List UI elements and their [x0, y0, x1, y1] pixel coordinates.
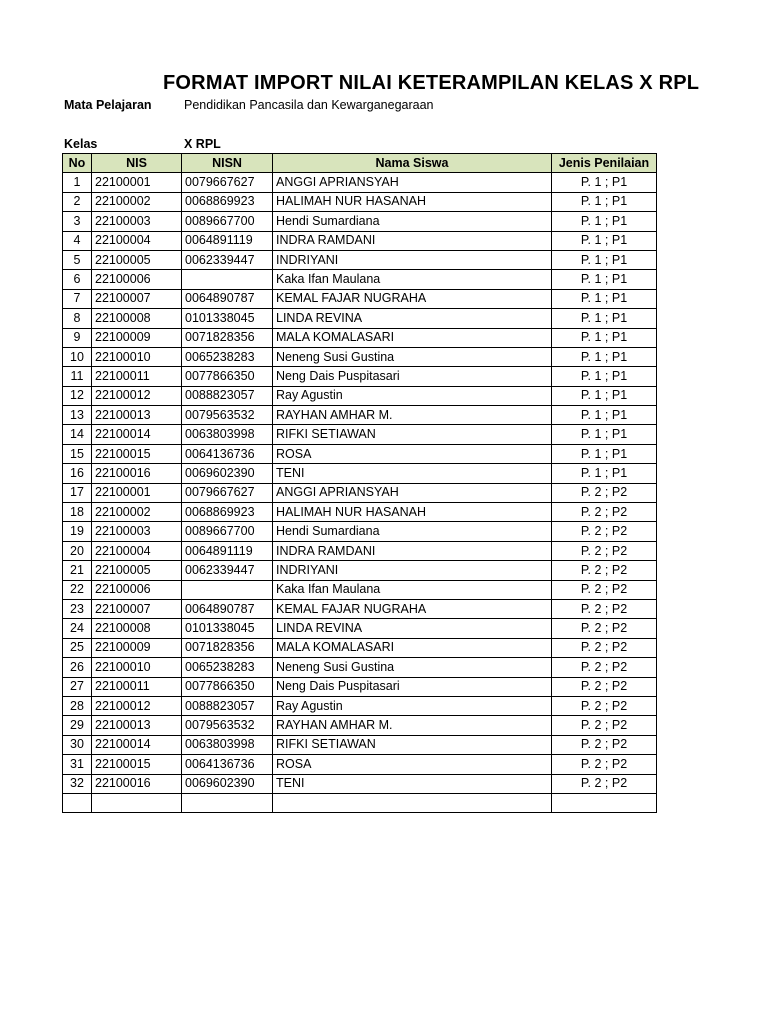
cell-jenis-penilaian[interactable]: P. 1 ; P1	[552, 270, 657, 289]
cell-jenis-penilaian[interactable]: P. 2 ; P2	[552, 619, 657, 638]
table-row	[63, 231, 657, 250]
cell-jenis-penilaian[interactable]: P. 2 ; P2	[552, 774, 657, 793]
cell-nisn[interactable]: 0068869923	[182, 192, 273, 211]
cell-nis[interactable]: 22100005	[92, 561, 182, 580]
cell-nis[interactable]: 22100011	[92, 677, 182, 696]
cell-jenis-penilaian[interactable]: P. 2 ; P2	[552, 503, 657, 522]
cell-nis[interactable]: 22100014	[92, 735, 182, 754]
cell-nis[interactable]: 22100001	[92, 483, 182, 502]
cell-no[interactable]: 26	[63, 658, 92, 677]
cell-nisn[interactable]: 0089667700	[182, 522, 273, 541]
student-table	[62, 153, 657, 813]
cell-nisn[interactable]: 0064890787	[182, 599, 273, 618]
cell-no[interactable]: 18	[63, 503, 92, 522]
table-row	[63, 406, 657, 425]
cell-nis[interactable]: 22100013	[92, 406, 182, 425]
cell-jenis-penilaian[interactable]: P. 1 ; P1	[552, 231, 657, 250]
cell-nis[interactable]: 22100002	[92, 503, 182, 522]
cell-nama-siswa[interactable]: INDRA RAMDANI	[273, 541, 552, 560]
table-row	[63, 425, 657, 444]
cell-jenis-penilaian[interactable]: P. 1 ; P1	[552, 386, 657, 405]
cell-nisn[interactable]: 0069602390	[182, 464, 273, 483]
table-row	[63, 464, 657, 483]
cell-nama-siswa[interactable]: INDRIYANI	[273, 250, 552, 269]
cell-nisn[interactable]: 0077866350	[182, 677, 273, 696]
cell-nama-siswa[interactable]: MALA KOMALASARI	[273, 328, 552, 347]
cell-jenis-penilaian[interactable]: P. 1 ; P1	[552, 212, 657, 231]
table-row	[63, 561, 657, 580]
cell-no[interactable]: 21	[63, 561, 92, 580]
cell-no[interactable]: 29	[63, 716, 92, 735]
cell-nisn[interactable]: 0101338045	[182, 619, 273, 638]
sheet-title: FORMAT IMPORT NILAI KETERAMPILAN KELAS X RPL	[163, 72, 700, 94]
cell-nis[interactable]: 22100001	[92, 173, 182, 192]
cell-no[interactable]: 1	[63, 173, 92, 192]
cell-jenis-penilaian[interactable]: P. 1 ; P1	[552, 173, 657, 192]
cell-no[interactable]: 15	[63, 444, 92, 463]
cell-jenis-penilaian[interactable]: P. 2 ; P2	[552, 561, 657, 580]
cell-no[interactable]: 7	[63, 289, 92, 308]
table-row	[63, 347, 657, 366]
table-row	[63, 173, 657, 192]
cell-no[interactable]: 8	[63, 309, 92, 328]
table-row	[63, 793, 657, 812]
cell-nama-siswa[interactable]: HALIMAH NUR HASANAH	[273, 503, 552, 522]
cell-jenis-penilaian[interactable]: P. 1 ; P1	[552, 367, 657, 386]
cell-nama-siswa[interactable]: ANGGI APRIANSYAH	[273, 173, 552, 192]
cell-jenis-penilaian[interactable]: P. 1 ; P1	[552, 250, 657, 269]
cell-nis[interactable]: 22100008	[92, 309, 182, 328]
header-no[interactable]: No	[63, 154, 92, 173]
cell-nisn[interactable]: 0064136736	[182, 755, 273, 774]
cell-nisn[interactable]: 0065238283	[182, 658, 273, 677]
table-row	[63, 212, 657, 231]
cell-no[interactable]: 13	[63, 406, 92, 425]
cell-no[interactable]: 17	[63, 483, 92, 502]
cell-no[interactable]: 12	[63, 386, 92, 405]
table-row	[63, 192, 657, 211]
cell-nisn[interactable]	[182, 793, 273, 812]
table-row	[63, 328, 657, 347]
header-nisn[interactable]: NISN	[182, 154, 273, 173]
cell-nama-siswa[interactable]: Neneng Susi Gustina	[273, 658, 552, 677]
cell-nisn[interactable]: 0089667700	[182, 212, 273, 231]
cell-nama-siswa[interactable]: RAYHAN AMHAR M.	[273, 406, 552, 425]
table-row	[63, 483, 657, 502]
cell-no[interactable]: 5	[63, 250, 92, 269]
cell-nis[interactable]: 22100003	[92, 522, 182, 541]
cell-nis[interactable]: 22100003	[92, 212, 182, 231]
cell-nisn[interactable]	[182, 270, 273, 289]
cell-jenis-penilaian[interactable]: P. 1 ; P1	[552, 444, 657, 463]
table-row	[63, 716, 657, 735]
table-row	[63, 774, 657, 793]
table-row	[63, 658, 657, 677]
table-row	[63, 619, 657, 638]
cell-jenis-penilaian[interactable]: P. 2 ; P2	[552, 638, 657, 657]
cell-no[interactable]: 19	[63, 522, 92, 541]
cell-nama-siswa[interactable]: Kaka Ifan Maulana	[273, 580, 552, 599]
mapel-value[interactable]: Pendidikan Pancasila dan Kewarganegaraan	[184, 98, 434, 112]
cell-nisn[interactable]: 0062339447	[182, 561, 273, 580]
cell-nama-siswa[interactable]: KEMAL FAJAR NUGRAHA	[273, 289, 552, 308]
cell-nama-siswa[interactable]: LINDA REVINA	[273, 309, 552, 328]
cell-nama-siswa[interactable]: Hendi Sumardiana	[273, 212, 552, 231]
cell-nisn[interactable]: 0079563532	[182, 406, 273, 425]
table-row	[63, 755, 657, 774]
cell-no[interactable]: 6	[63, 270, 92, 289]
cell-nis[interactable]: 22100012	[92, 386, 182, 405]
cell-nisn[interactable]: 0079667627	[182, 173, 273, 192]
cell-jenis-penilaian[interactable]: P. 2 ; P2	[552, 599, 657, 618]
table-row	[63, 638, 657, 657]
table-row	[63, 250, 657, 269]
cell-jenis-penilaian[interactable]: P. 2 ; P2	[552, 716, 657, 735]
table-row	[63, 289, 657, 308]
header-nama-siswa[interactable]: Nama Siswa	[273, 154, 552, 173]
kelas-value[interactable]: X RPL	[184, 137, 221, 151]
cell-jenis-penilaian[interactable]	[552, 793, 657, 812]
cell-no[interactable]: 16	[63, 464, 92, 483]
mapel-label: Mata Pelajaran	[64, 98, 152, 112]
cell-no[interactable]: 32	[63, 774, 92, 793]
cell-nisn[interactable]: 0064891119	[182, 541, 273, 560]
cell-nama-siswa[interactable]: LINDA REVINA	[273, 619, 552, 638]
cell-nis[interactable]: 22100007	[92, 289, 182, 308]
cell-nis[interactable]	[92, 793, 182, 812]
cell-nis[interactable]: 22100007	[92, 599, 182, 618]
table-row	[63, 367, 657, 386]
cell-jenis-penilaian[interactable]: P. 1 ; P1	[552, 406, 657, 425]
cell-nis[interactable]: 22100006	[92, 270, 182, 289]
cell-nisn[interactable]	[182, 580, 273, 599]
table-row	[63, 270, 657, 289]
cell-nama-siswa[interactable]: Neng Dais Puspitasari	[273, 677, 552, 696]
cell-nis[interactable]: 22100014	[92, 425, 182, 444]
cell-nisn[interactable]: 0064136736	[182, 444, 273, 463]
cell-nisn[interactable]: 0077866350	[182, 367, 273, 386]
cell-nis[interactable]: 22100006	[92, 580, 182, 599]
cell-nis[interactable]: 22100009	[92, 328, 182, 347]
cell-nama-siswa[interactable]: MALA KOMALASARI	[273, 638, 552, 657]
cell-nama-siswa[interactable]: ROSA	[273, 755, 552, 774]
cell-jenis-penilaian[interactable]: P. 2 ; P2	[552, 735, 657, 754]
cell-jenis-penilaian[interactable]: P. 1 ; P1	[552, 464, 657, 483]
cell-no[interactable]: 20	[63, 541, 92, 560]
cell-nama-siswa[interactable]: ANGGI APRIANSYAH	[273, 483, 552, 502]
cell-no[interactable]	[63, 793, 92, 812]
cell-jenis-penilaian[interactable]: P. 1 ; P1	[552, 425, 657, 444]
cell-nama-siswa[interactable]: Neneng Susi Gustina	[273, 347, 552, 366]
cell-nis[interactable]: 22100002	[92, 192, 182, 211]
cell-no[interactable]: 9	[63, 328, 92, 347]
cell-nama-siswa[interactable]: Ray Agustin	[273, 386, 552, 405]
cell-no[interactable]: 14	[63, 425, 92, 444]
cell-nama-siswa[interactable]: Ray Agustin	[273, 696, 552, 715]
cell-nis[interactable]: 22100016	[92, 774, 182, 793]
cell-nisn[interactable]: 0079667627	[182, 483, 273, 502]
cell-nama-siswa[interactable]: TENI	[273, 774, 552, 793]
cell-nisn[interactable]: 0101338045	[182, 309, 273, 328]
cell-nis[interactable]: 22100005	[92, 250, 182, 269]
cell-nisn[interactable]: 0079563532	[182, 716, 273, 735]
cell-jenis-penilaian[interactable]: P. 2 ; P2	[552, 483, 657, 502]
cell-nis[interactable]: 22100012	[92, 696, 182, 715]
cell-no[interactable]: 25	[63, 638, 92, 657]
cell-nama-siswa[interactable]: TENI	[273, 464, 552, 483]
header-row	[63, 154, 657, 173]
cell-nisn[interactable]: 0088823057	[182, 696, 273, 715]
cell-nis[interactable]: 22100015	[92, 755, 182, 774]
cell-nama-siswa[interactable]: RIFKI SETIAWAN	[273, 425, 552, 444]
table-row	[63, 677, 657, 696]
cell-no[interactable]: 27	[63, 677, 92, 696]
cell-nisn[interactable]: 0071828356	[182, 328, 273, 347]
cell-no[interactable]: 28	[63, 696, 92, 715]
cell-nisn[interactable]: 0065238283	[182, 347, 273, 366]
header-jenis-penilaian[interactable]: Jenis Penilaian	[552, 154, 657, 173]
cell-jenis-penilaian[interactable]: P. 2 ; P2	[552, 677, 657, 696]
cell-nis[interactable]: 22100004	[92, 231, 182, 250]
kelas-label: Kelas	[64, 137, 98, 151]
cell-no[interactable]: 10	[63, 347, 92, 366]
cell-nis[interactable]: 22100010	[92, 347, 182, 366]
cell-nisn[interactable]: 0064891119	[182, 231, 273, 250]
cell-nama-siswa[interactable]: Neng Dais Puspitasari	[273, 367, 552, 386]
cell-nis[interactable]: 22100015	[92, 444, 182, 463]
cell-jenis-penilaian[interactable]: P. 1 ; P1	[552, 347, 657, 366]
cell-nis[interactable]: 22100010	[92, 658, 182, 677]
cell-nisn[interactable]: 0068869923	[182, 503, 273, 522]
cell-nisn[interactable]: 0062339447	[182, 250, 273, 269]
cell-nama-siswa[interactable]: HALIMAH NUR HASANAH	[273, 192, 552, 211]
cell-jenis-penilaian[interactable]: P. 1 ; P1	[552, 192, 657, 211]
header-nis[interactable]: NIS	[92, 154, 182, 173]
cell-nis[interactable]: 22100011	[92, 367, 182, 386]
cell-nis[interactable]: 22100004	[92, 541, 182, 560]
cell-nis[interactable]: 22100013	[92, 716, 182, 735]
cell-nisn[interactable]: 0088823057	[182, 386, 273, 405]
cell-jenis-penilaian[interactable]: P. 2 ; P2	[552, 696, 657, 715]
cell-no[interactable]: 2	[63, 192, 92, 211]
cell-nis[interactable]: 22100009	[92, 638, 182, 657]
table-row	[63, 309, 657, 328]
cell-jenis-penilaian[interactable]: P. 1 ; P1	[552, 289, 657, 308]
cell-no[interactable]: 24	[63, 619, 92, 638]
cell-jenis-penilaian[interactable]: P. 1 ; P1	[552, 328, 657, 347]
cell-nama-siswa[interactable]: RIFKI SETIAWAN	[273, 735, 552, 754]
cell-no[interactable]: 4	[63, 231, 92, 250]
table-row	[63, 386, 657, 405]
cell-no[interactable]: 23	[63, 599, 92, 618]
cell-jenis-penilaian[interactable]: P. 2 ; P2	[552, 522, 657, 541]
table-row	[63, 503, 657, 522]
cell-jenis-penilaian[interactable]: P. 2 ; P2	[552, 541, 657, 560]
table-body	[63, 173, 657, 813]
table-row	[63, 599, 657, 618]
cell-nisn[interactable]: 0063803998	[182, 425, 273, 444]
cell-jenis-penilaian[interactable]: P. 2 ; P2	[552, 580, 657, 599]
table-row	[63, 444, 657, 463]
cell-nama-siswa[interactable]: KEMAL FAJAR NUGRAHA	[273, 599, 552, 618]
cell-nis[interactable]: 22100008	[92, 619, 182, 638]
cell-no[interactable]: 11	[63, 367, 92, 386]
cell-nisn[interactable]: 0063803998	[182, 735, 273, 754]
cell-nisn[interactable]: 0069602390	[182, 774, 273, 793]
cell-nama-siswa[interactable]: Kaka Ifan Maulana	[273, 270, 552, 289]
cell-jenis-penilaian[interactable]: P. 2 ; P2	[552, 658, 657, 677]
cell-nama-siswa[interactable]: RAYHAN AMHAR M.	[273, 716, 552, 735]
cell-no[interactable]: 30	[63, 735, 92, 754]
cell-nisn[interactable]: 0064890787	[182, 289, 273, 308]
table-row	[63, 541, 657, 560]
table-row	[63, 735, 657, 754]
cell-nis[interactable]: 22100016	[92, 464, 182, 483]
cell-no[interactable]: 3	[63, 212, 92, 231]
cell-nama-siswa[interactable]: Hendi Sumardiana	[273, 522, 552, 541]
cell-jenis-penilaian[interactable]: P. 1 ; P1	[552, 309, 657, 328]
cell-no[interactable]: 22	[63, 580, 92, 599]
cell-nama-siswa[interactable]: INDRA RAMDANI	[273, 231, 552, 250]
cell-no[interactable]: 31	[63, 755, 92, 774]
cell-jenis-penilaian[interactable]: P. 2 ; P2	[552, 755, 657, 774]
table-row	[63, 580, 657, 599]
cell-nisn[interactable]: 0071828356	[182, 638, 273, 657]
cell-nama-siswa[interactable]: ROSA	[273, 444, 552, 463]
cell-nama-siswa[interactable]: INDRIYANI	[273, 561, 552, 580]
table-row	[63, 696, 657, 715]
table-row	[63, 522, 657, 541]
cell-nama-siswa[interactable]	[273, 793, 552, 812]
